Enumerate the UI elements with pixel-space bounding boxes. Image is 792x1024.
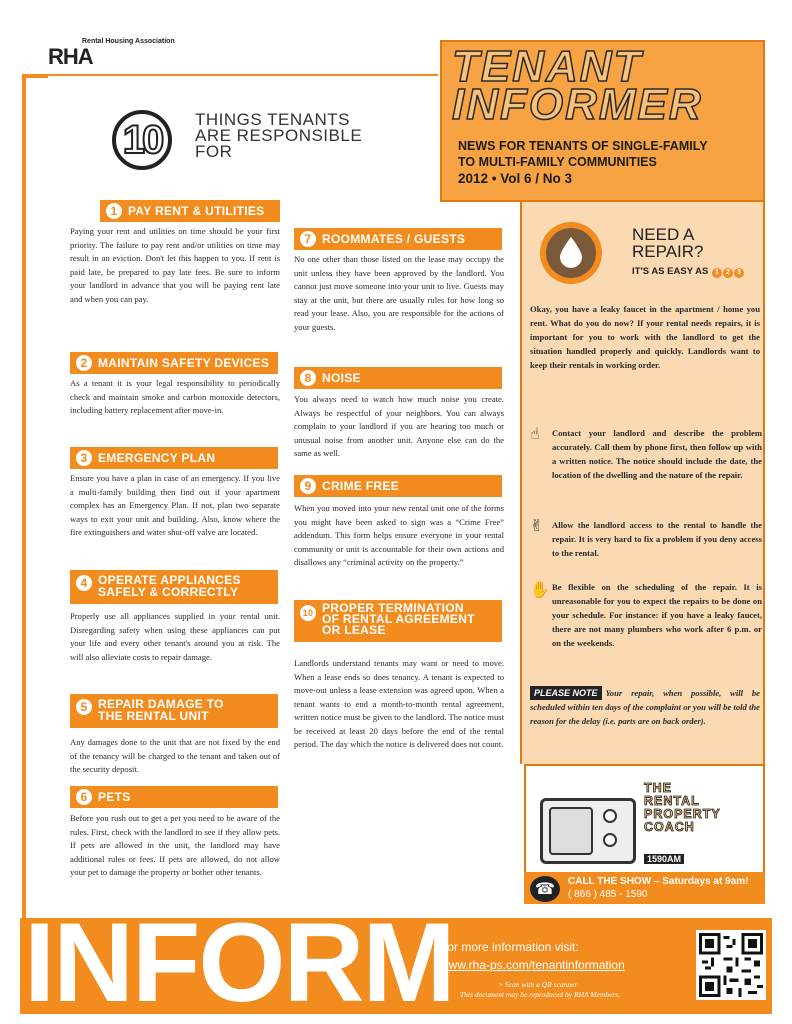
section-1-number: 1: [106, 203, 122, 219]
newsletter-subtitle: NEWS FOR TENANTS OF SINGLE-FAMILY TO MULTI-FAMILY COMMUNITIES 2012 • Vol 6 / No 3: [458, 138, 758, 187]
please-note: PLEASE NOTE Your repair, when possible, will be scheduled within ten days of the complaint or you will be told the reason for the delay (i.e. parts are on back order).: [530, 688, 760, 726]
left-frame-top: [22, 74, 48, 78]
section-10-body: Landlords understand tenants may want or need to move. When a lease ends so does tenancy. A tenant is expected to move-out unless a lease extension was agreed upon. When a tenant wants to end a month-to-month rental agreement, written notice must be given to the landlord. The notice must be received at least 20 days before the end of the rental period. The day which the notice is delivered does not count.: [294, 658, 504, 749]
reproduce-note: This document may be reproduced by RHA Members.: [460, 990, 621, 999]
repair-step-2: Allow the landlord access to the rental to handle the repair. It is very hard to fix a problem if you deny access to the rental.: [552, 520, 762, 558]
repair-step-3: Be flexible on the scheduling of the repair. It is unreasonable for you to expect the repairs to be done on your schedule. For instance: if you have a leaky faucet, there are not many plumbers who work after 6 p.m. or on the weekends.: [552, 582, 762, 648]
section-2-heading: 2 MAINTAIN SAFETY DEVICES: [70, 352, 278, 374]
inform-word: INFORM: [24, 900, 454, 1024]
section-1-body: Paying your rent and utilities on time should be your first priority. The failure to pay rent and/or utilities on time may result in an eviction. Don't let this happen to you. If rent is paid late, be prepared to pay late fees. Be sure to inform your landlord in advance that you will be paying rent late and when you can pay.: [70, 226, 280, 304]
section-10-heading: 10 PROPER TERMINATION OF RENTAL AGREEMENT OR LEASE: [294, 600, 502, 642]
section-5-body: Any damages done to the unit that are not fixed by the end of the tenancy will be charged to the tenant and taken out of the security deposit.: [70, 737, 280, 774]
section-7-body: No one other than those listed on the lease may occupy the unit unless they have been approved by the landlord. You cannot just move someone into your unit to live. Guests may stay at the unit, but there are usually rules for how long so read your lease. Also, you are responsible for the actions of your guests.: [294, 254, 504, 332]
section-3-heading: 3 EMERGENCY PLAN: [70, 447, 278, 469]
section-6-body: Before you rush out to get a pet you need to be aware of the rules. First, check with the landlord to see if they allow pets. If pets are allowed in the unit, the landlord may have additional rules or fees. If pets are allowed, do not allow your pet to damage the property or bother other tenants.: [70, 813, 280, 877]
left-frame: [22, 74, 26, 918]
section-10-number: 10: [300, 605, 316, 621]
peace-hand-icon: ✌: [530, 516, 544, 535]
radio-show-title: THE RENTAL PROPERTY COACH: [644, 781, 721, 834]
section-7-heading: 7 ROOMMATES / GUESTS: [294, 228, 502, 250]
three-fingers-icon: ✋: [530, 580, 550, 599]
section-8-body: You always need to watch how much noise you create. Always be respectful of your neighbors. You can always complain to your landlord if you are hearing too much or unusual noise from another unit. Anyone else can do the same as well.: [294, 394, 504, 458]
please-note-label: PLEASE NOTE: [530, 686, 602, 700]
section-4-heading: 4 OPERATE APPLIANCES SAFELY & CORRECTLY: [70, 570, 278, 604]
section-6-heading: 6 PETS: [70, 786, 278, 808]
issue-info: 2012 • Vol 6 / No 3: [458, 171, 573, 186]
section-5-number: 5: [76, 699, 92, 715]
radio-icon: [540, 798, 636, 864]
section-2-body: As a tenant it is your legal responsibility to periodically check and maintain smoke and carbon monoxide detectors, including battery replacement after move-in.: [70, 378, 280, 415]
easy-num-2: 2: [723, 268, 733, 278]
water-drop-icon: [558, 236, 584, 268]
easy-as-line: IT'S AS EASY AS 1 2 3: [632, 266, 744, 278]
pointing-hand-icon: ☝: [530, 424, 540, 443]
need-repair-title: NEED A REPAIR?: [632, 225, 704, 261]
ten-number-badge: 10: [112, 110, 172, 170]
call-phone-number[interactable]: ( 866 ) 485 - 1590: [568, 889, 648, 900]
section-7-number: 7: [300, 231, 316, 247]
section-3-body: Ensure you have a plan in case of an emergency. If you live a multi-family building then find out if your apartment complex has an Emergency Plan. If not, plan two separate ways to exit your unit and building. Also, know where the fire extinguishers and water shut-off valve are located.: [70, 473, 280, 537]
section-1-heading: 1 PAY RENT & UTILITIES: [100, 200, 280, 222]
section-8-number: 8: [300, 370, 316, 386]
easy-num-3: 3: [734, 268, 744, 278]
repair-intro: Okay, you have a leaky faucet in the apartment / home you rent. What do you do now? If your rental needs repairs, it is important for you to work with the landlord to get the situation handled properly and quickly. Landlords want to keep their rentals in working order.: [530, 304, 760, 370]
section-9-number: 9: [300, 478, 316, 494]
section-8-heading: 8 NOISE: [294, 367, 502, 389]
section-4-body: Properly use all appliances supplied in your rental unit. Disregarding safety when using these appliances can put your life and every other tenant's around you at risk. The will also alleviate costs to repair damage.: [70, 611, 280, 662]
repair-step-1: Contact your landlord and describe the problem accurately. Call them by phone first, then follow up with a written notice. The notice should include the date, the location of the dwelling and the nature of the repair.: [552, 428, 762, 480]
feature-title: THINGS TENANTS ARE RESPONSIBLE FOR: [195, 110, 363, 161]
section-2-number: 2: [76, 355, 92, 371]
more-info-text: For more information visit:: [440, 940, 579, 954]
repair-panel: [520, 202, 765, 764]
scan-note: > Scan with a QR scanner: [498, 980, 578, 989]
radio-station: 1590AM: [644, 854, 684, 864]
section-4-number: 4: [76, 575, 92, 591]
header-rule: [48, 74, 438, 76]
org-name: Rental Housing Association: [82, 38, 175, 45]
org-acronym: RHA: [48, 44, 93, 69]
call-show-text: CALL THE SHOW – Saturdays at 9am!: [568, 876, 749, 887]
section-5-heading: 5 REPAIR DAMAGE TO THE RENTAL UNIT: [70, 694, 278, 728]
section-9-heading: 9 CRIME FREE: [294, 475, 502, 497]
phone-icon: ☎: [530, 876, 560, 902]
qr-code[interactable]: [696, 930, 766, 1000]
section-9-body: When you moved into your new rental unit one of the forms you might have been asked to sign was a “Crime Free” addendum. This form helps ensure everyone in your rental community or unit is accountable for their own actions and disallows any “criminal activity on the property.”: [294, 503, 504, 567]
more-info-link[interactable]: www.rha-ps.com/tenantinformation: [440, 958, 625, 972]
newsletter-title: TENANT INFORMER: [452, 42, 703, 129]
section-3-number: 3: [76, 450, 92, 466]
easy-num-1: 1: [712, 268, 722, 278]
section-6-number: 6: [76, 789, 92, 805]
